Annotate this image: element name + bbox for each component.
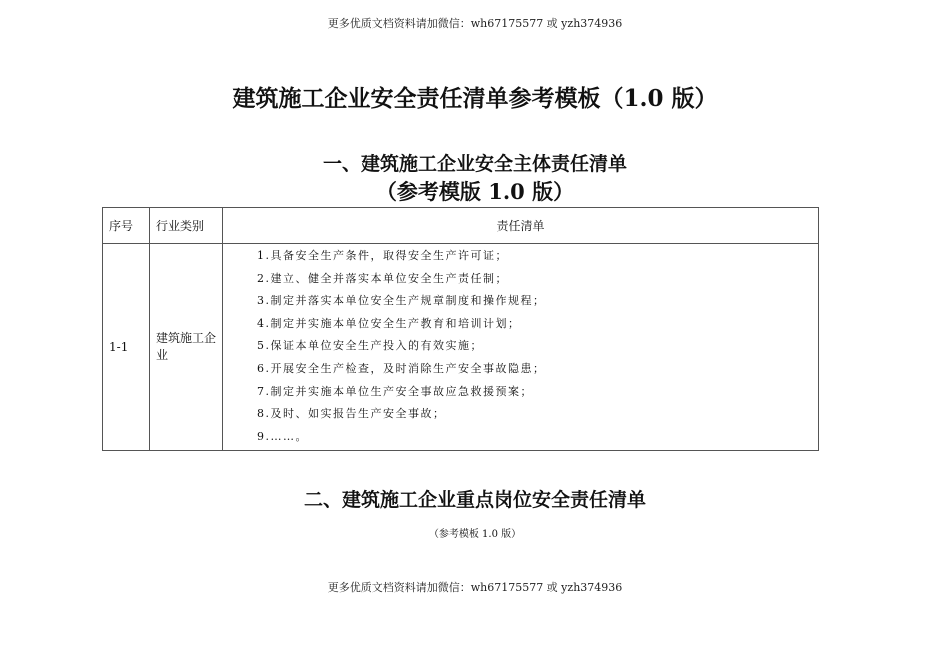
- cell-responsibility-list: [223, 244, 819, 451]
- responsibility-table: [102, 207, 819, 451]
- cell-industry-category: 建筑施工企业: [150, 244, 223, 451]
- cell-serial-number: 1-1: [103, 244, 150, 451]
- table-row: [103, 244, 819, 451]
- header-serial-number: 序号: [103, 208, 150, 244]
- responsibility-item: 2.建立、健全并落实本单位安全生产责任制；: [257, 271, 508, 285]
- header-responsibility-list: 责任清单: [223, 208, 819, 244]
- responsibility-item: 9.……。: [257, 429, 308, 443]
- table-header-row: [103, 208, 819, 244]
- header-watermark: 更多优质文档资料请加微信：wh67175577 或 yzh374936: [327, 17, 623, 30]
- responsibility-item: 1.具备安全生产条件，取得安全生产许可证；: [257, 249, 508, 262]
- responsibility-item: 4.制定并实施本单位安全生产教育和培训计划；: [257, 316, 521, 330]
- section-1-subtitle: （参考模版 1.0 版）: [375, 179, 575, 204]
- responsibility-item: 7.制定并实施本单位生产安全事故应急救援预案；: [257, 384, 533, 398]
- responsibility-item: 3.制定并落实本单位安全生产规章制度和操作规程；: [257, 294, 546, 308]
- responsibility-item: 5.保证本单位安全生产投入的有效实施；: [257, 339, 483, 353]
- section-1-title: 一、建筑施工企业安全主体责任清单: [322, 153, 627, 175]
- responsibility-item: 8.及时、如实报告生产安全事故；: [257, 407, 446, 421]
- responsibility-items: [257, 245, 818, 448]
- section-2-subtitle: （参考模板 1.0 版）: [428, 529, 522, 540]
- document-title: 建筑施工企业安全责任清单参考模板（1.0 版）: [232, 85, 718, 112]
- footer-watermark: 更多优质文档资料请加微信：wh67175577 或 yzh374936: [327, 581, 623, 594]
- header-industry-category: 行业类别: [150, 208, 223, 244]
- section-2-title: 二、建筑施工企业重点岗位安全责任清单: [303, 489, 646, 511]
- responsibility-item: 6.开展安全生产检查，及时消除生产安全事故隐患；: [257, 361, 546, 375]
